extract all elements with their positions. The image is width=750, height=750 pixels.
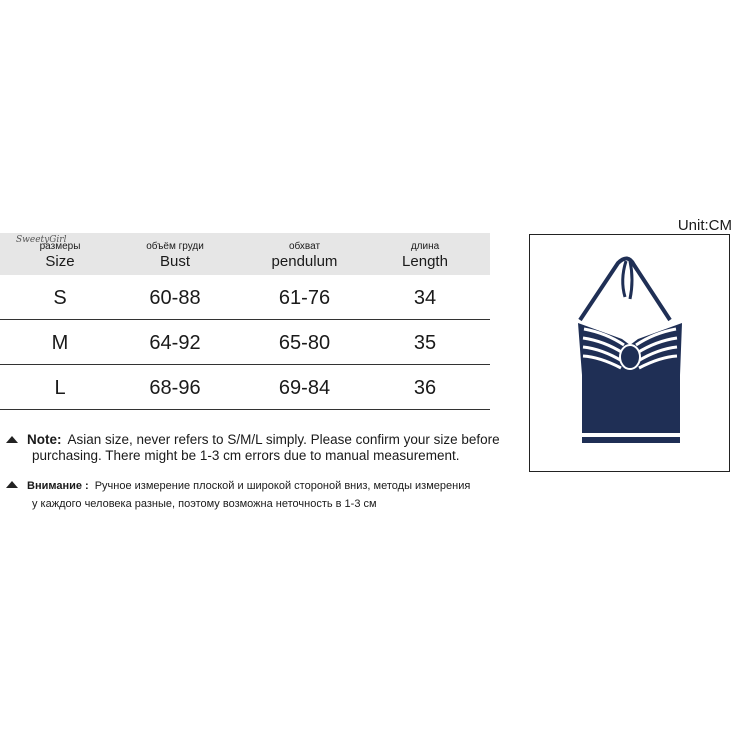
note-ru-line2: у каждого человека разные, поэтому возможна неточность в 1-3 см bbox=[32, 498, 377, 510]
cell-bust: 68-96 bbox=[149, 377, 201, 399]
cell-pendulum: 69-84 bbox=[278, 377, 331, 399]
header-length-en: Length bbox=[402, 253, 448, 270]
header-pendulum bbox=[252, 233, 357, 275]
header-bust-en: Bust bbox=[159, 253, 190, 270]
halter-top-illustration bbox=[530, 235, 729, 471]
cell-bust: 60-88 bbox=[149, 287, 201, 309]
note-ru-line1: Ручное измерение плоской и широкой стороной вниз, методы измерения bbox=[94, 480, 471, 492]
header-pendulum-en: pendulum bbox=[271, 253, 338, 270]
cell-size: M bbox=[51, 332, 69, 354]
table-row bbox=[0, 365, 490, 410]
header-size-ru: размеры bbox=[39, 241, 81, 252]
brand-watermark: SweetyGirl bbox=[16, 235, 67, 245]
header-bust-ru: объём груди bbox=[146, 241, 204, 252]
cell-pendulum: 65-80 bbox=[278, 332, 331, 354]
header-pendulum-ru: обхват bbox=[288, 241, 321, 252]
table-row bbox=[0, 320, 490, 365]
product-image bbox=[529, 234, 730, 472]
header-bust bbox=[125, 233, 225, 275]
note-text-line2: purchasing. There might be 1-3 cm errors due to manual measurement. bbox=[32, 448, 460, 463]
note-label: Note: bbox=[27, 432, 62, 447]
note-russian bbox=[6, 477, 511, 513]
unit-label: Unit:CM bbox=[677, 217, 732, 234]
note-english bbox=[6, 432, 511, 464]
header-size-en: Size bbox=[45, 253, 75, 270]
header-length-ru: длина bbox=[410, 241, 440, 252]
cell-length: 36 bbox=[413, 377, 437, 399]
note-text-line1: Asian size, never refers to S/M/L simply. Please confirm your size before bbox=[67, 432, 500, 447]
header-size bbox=[20, 233, 100, 275]
triangle-up-icon bbox=[6, 436, 18, 443]
table-row bbox=[0, 275, 490, 320]
cell-pendulum: 61-76 bbox=[278, 287, 331, 309]
triangle-up-icon bbox=[6, 481, 18, 488]
cell-length: 35 bbox=[413, 332, 437, 354]
header-length bbox=[380, 233, 470, 275]
cell-length: 34 bbox=[413, 287, 437, 309]
cell-bust: 64-92 bbox=[149, 332, 201, 354]
cell-size: S bbox=[53, 287, 67, 309]
table-header bbox=[0, 233, 490, 275]
size-chart-table bbox=[0, 233, 490, 410]
cell-size: L bbox=[54, 377, 66, 399]
note-ru-label: Внимание : bbox=[27, 480, 89, 492]
